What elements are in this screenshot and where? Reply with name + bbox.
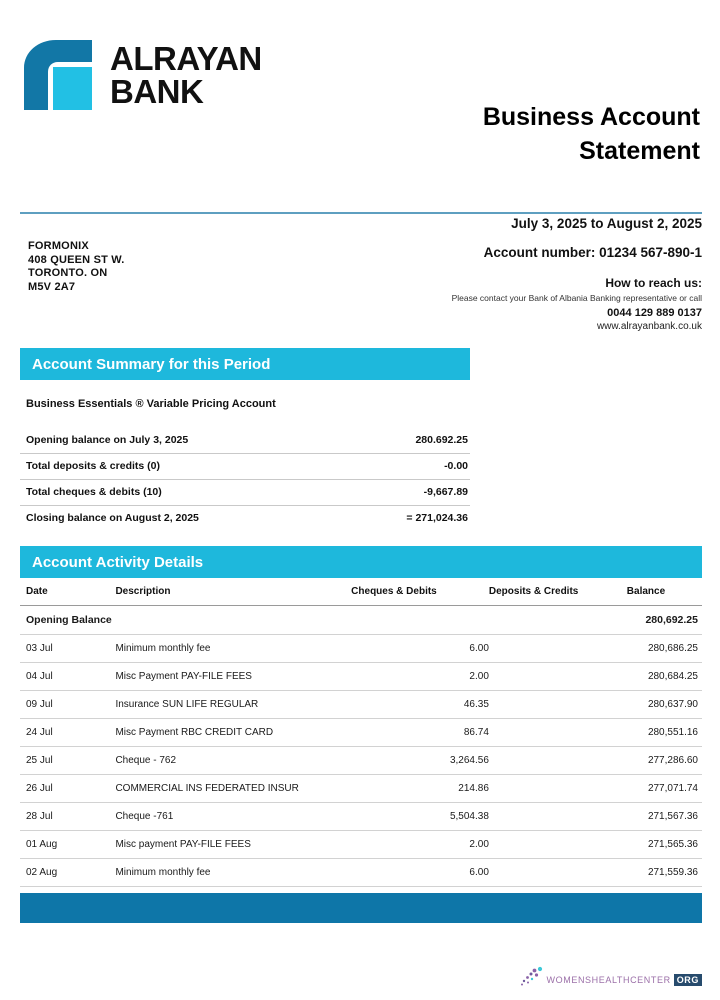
- customer-address: [28, 240, 125, 294]
- summary-row-label: Opening balance on July 3, 2025: [26, 434, 189, 446]
- table-header-row: [20, 580, 702, 606]
- summary-row-value: 280.692.25: [415, 434, 468, 446]
- cell-date: 26 Jul: [20, 775, 115, 803]
- table-row: [20, 635, 702, 663]
- cell-date: 28 Jul: [20, 803, 115, 831]
- table-row: [20, 747, 702, 775]
- table-row: [20, 803, 702, 831]
- account-number: Account number: 01234 567-890-1: [483, 245, 702, 260]
- summary-row-label: Total cheques & debits (10): [26, 486, 162, 498]
- cell-date: 25 Jul: [20, 747, 115, 775]
- cell-balance: 271,567.36: [627, 803, 702, 831]
- account-summary-section: [20, 390, 470, 531]
- cell-credit: [489, 663, 627, 691]
- table-row: [20, 663, 702, 691]
- statement-meta: [0, 216, 720, 336]
- cell-balance: 280,684.25: [627, 663, 702, 691]
- cell-credit: [489, 803, 627, 831]
- summary-row: [20, 454, 470, 480]
- bank-name-line2: BANK: [110, 73, 204, 110]
- summary-row: [20, 428, 470, 454]
- cell-description: Cheque - 762: [115, 747, 351, 775]
- opening-balance-value: 280,692.25: [627, 606, 702, 635]
- transactions-table: [20, 580, 702, 887]
- page-header: [0, 0, 720, 190]
- cell-date: 24 Jul: [20, 719, 115, 747]
- account-activity-title: Account Activity Details: [32, 553, 204, 571]
- bank-name: [110, 42, 262, 108]
- summary-row: [20, 506, 470, 531]
- cell-credit: [489, 719, 627, 747]
- cell-description: Minimum monthly fee: [115, 859, 351, 887]
- column-header-balance: Balance: [627, 580, 702, 606]
- summary-row-label: Total deposits & credits (0): [26, 460, 160, 472]
- cell-debit: 3,264.56: [351, 747, 489, 775]
- table-row: [20, 859, 702, 887]
- cell-credit: [489, 775, 627, 803]
- summary-row-label: Closing balance on August 2, 2025: [26, 512, 199, 524]
- cell-balance: 271,559.36: [627, 859, 702, 887]
- cell-description: Misc Payment PAY-FILE FEES: [115, 663, 351, 691]
- watermark-badge: ORG: [674, 974, 702, 986]
- cell-credit: [489, 859, 627, 887]
- column-header-credits: Deposits & Credits: [489, 580, 627, 606]
- bank-logo: [20, 36, 262, 114]
- account-activity-header: [20, 546, 702, 578]
- watermark-dots-icon: [520, 966, 546, 988]
- customer-postal-code: M5V 2A7: [28, 280, 76, 293]
- cell-balance: 277,071.74: [627, 775, 702, 803]
- column-header-date: Date: [20, 580, 115, 606]
- customer-name: FORMONIX: [28, 240, 89, 252]
- table-row: [20, 719, 702, 747]
- account-summary-title: Account Summary for this Period: [32, 355, 271, 373]
- contact-instruction: Please contact your Bank of Albania Banking representative or call: [451, 293, 702, 303]
- cell-balance: 280,686.25: [627, 635, 702, 663]
- cell-balance: 280,551.16: [627, 719, 702, 747]
- cell-debit: 86.74: [351, 719, 489, 747]
- cell-credit: [489, 831, 627, 859]
- customer-address-line1: 408 QUEEN ST W.: [28, 253, 125, 266]
- customer-address-line2: TORONTO. ON: [28, 267, 108, 279]
- alrayan-logo-icon: [20, 36, 98, 114]
- watermark-label: WOMENSHEALTHCENTER: [546, 975, 671, 985]
- cell-description: Minimum monthly fee: [115, 635, 351, 663]
- opening-balance-row: [20, 606, 702, 635]
- summary-row-value: = 271,024.36: [406, 512, 468, 524]
- contact-phone: 0044 129 889 0137: [607, 307, 702, 319]
- cell-date: 09 Jul: [20, 691, 115, 719]
- table-row: [20, 831, 702, 859]
- footer-bar: [20, 893, 702, 923]
- column-header-debits: Cheques & Debits: [351, 580, 489, 606]
- summary-row-value: -0.00: [444, 460, 468, 472]
- summary-row: [20, 480, 470, 506]
- cell-date: 01 Aug: [20, 831, 115, 859]
- cell-debit: 6.00: [351, 859, 489, 887]
- header-divider: [20, 212, 702, 214]
- cell-balance: 277,286.60: [627, 747, 702, 775]
- contact-heading: How to reach us:: [605, 276, 702, 290]
- statement-period: July 3, 2025 to August 2, 2025: [511, 216, 702, 231]
- cell-description: Cheque -761: [115, 803, 351, 831]
- table-row: [20, 691, 702, 719]
- cell-debit: 214.86: [351, 775, 489, 803]
- cell-debit: 46.35: [351, 691, 489, 719]
- document-title: [280, 100, 700, 168]
- summary-row-value: -9,667.89: [423, 486, 468, 498]
- document-title-line1: Business Account: [482, 103, 700, 131]
- watermark-text: [547, 974, 702, 988]
- cell-date: 03 Jul: [20, 635, 115, 663]
- cell-balance: 280,637.90: [627, 691, 702, 719]
- cell-description: COMMERCIAL INS FEDERATED INSUR: [115, 775, 351, 803]
- cell-description: Misc Payment RBC CREDIT CARD: [115, 719, 351, 747]
- cell-credit: [489, 691, 627, 719]
- opening-balance-label: Opening Balance: [20, 606, 627, 635]
- account-activity-section: [20, 580, 702, 887]
- cell-description: Insurance SUN LIFE REGULAR: [115, 691, 351, 719]
- product-name: Business Essentials ® Variable Pricing Account: [26, 398, 276, 410]
- table-row: [20, 775, 702, 803]
- cell-description: Misc payment PAY-FILE FEES: [115, 831, 351, 859]
- cell-credit: [489, 747, 627, 775]
- contact-block: [452, 216, 702, 332]
- cell-debit: 2.00: [351, 663, 489, 691]
- table-body: [20, 606, 702, 887]
- contact-website: www.alrayanbank.co.uk: [596, 321, 702, 332]
- document-title-line2: Statement: [579, 137, 700, 165]
- watermark: [520, 962, 702, 988]
- cell-debit: 2.00: [351, 831, 489, 859]
- table-head: [20, 580, 702, 606]
- bank-name-line1: ALRAYAN: [110, 40, 262, 77]
- account-summary-header: [20, 348, 470, 380]
- cell-date: 02 Aug: [20, 859, 115, 887]
- column-header-description: Description: [115, 580, 351, 606]
- cell-debit: 6.00: [351, 635, 489, 663]
- cell-balance: 271,565.36: [627, 831, 702, 859]
- cell-date: 04 Jul: [20, 663, 115, 691]
- cell-debit: 5,504.38: [351, 803, 489, 831]
- cell-credit: [489, 635, 627, 663]
